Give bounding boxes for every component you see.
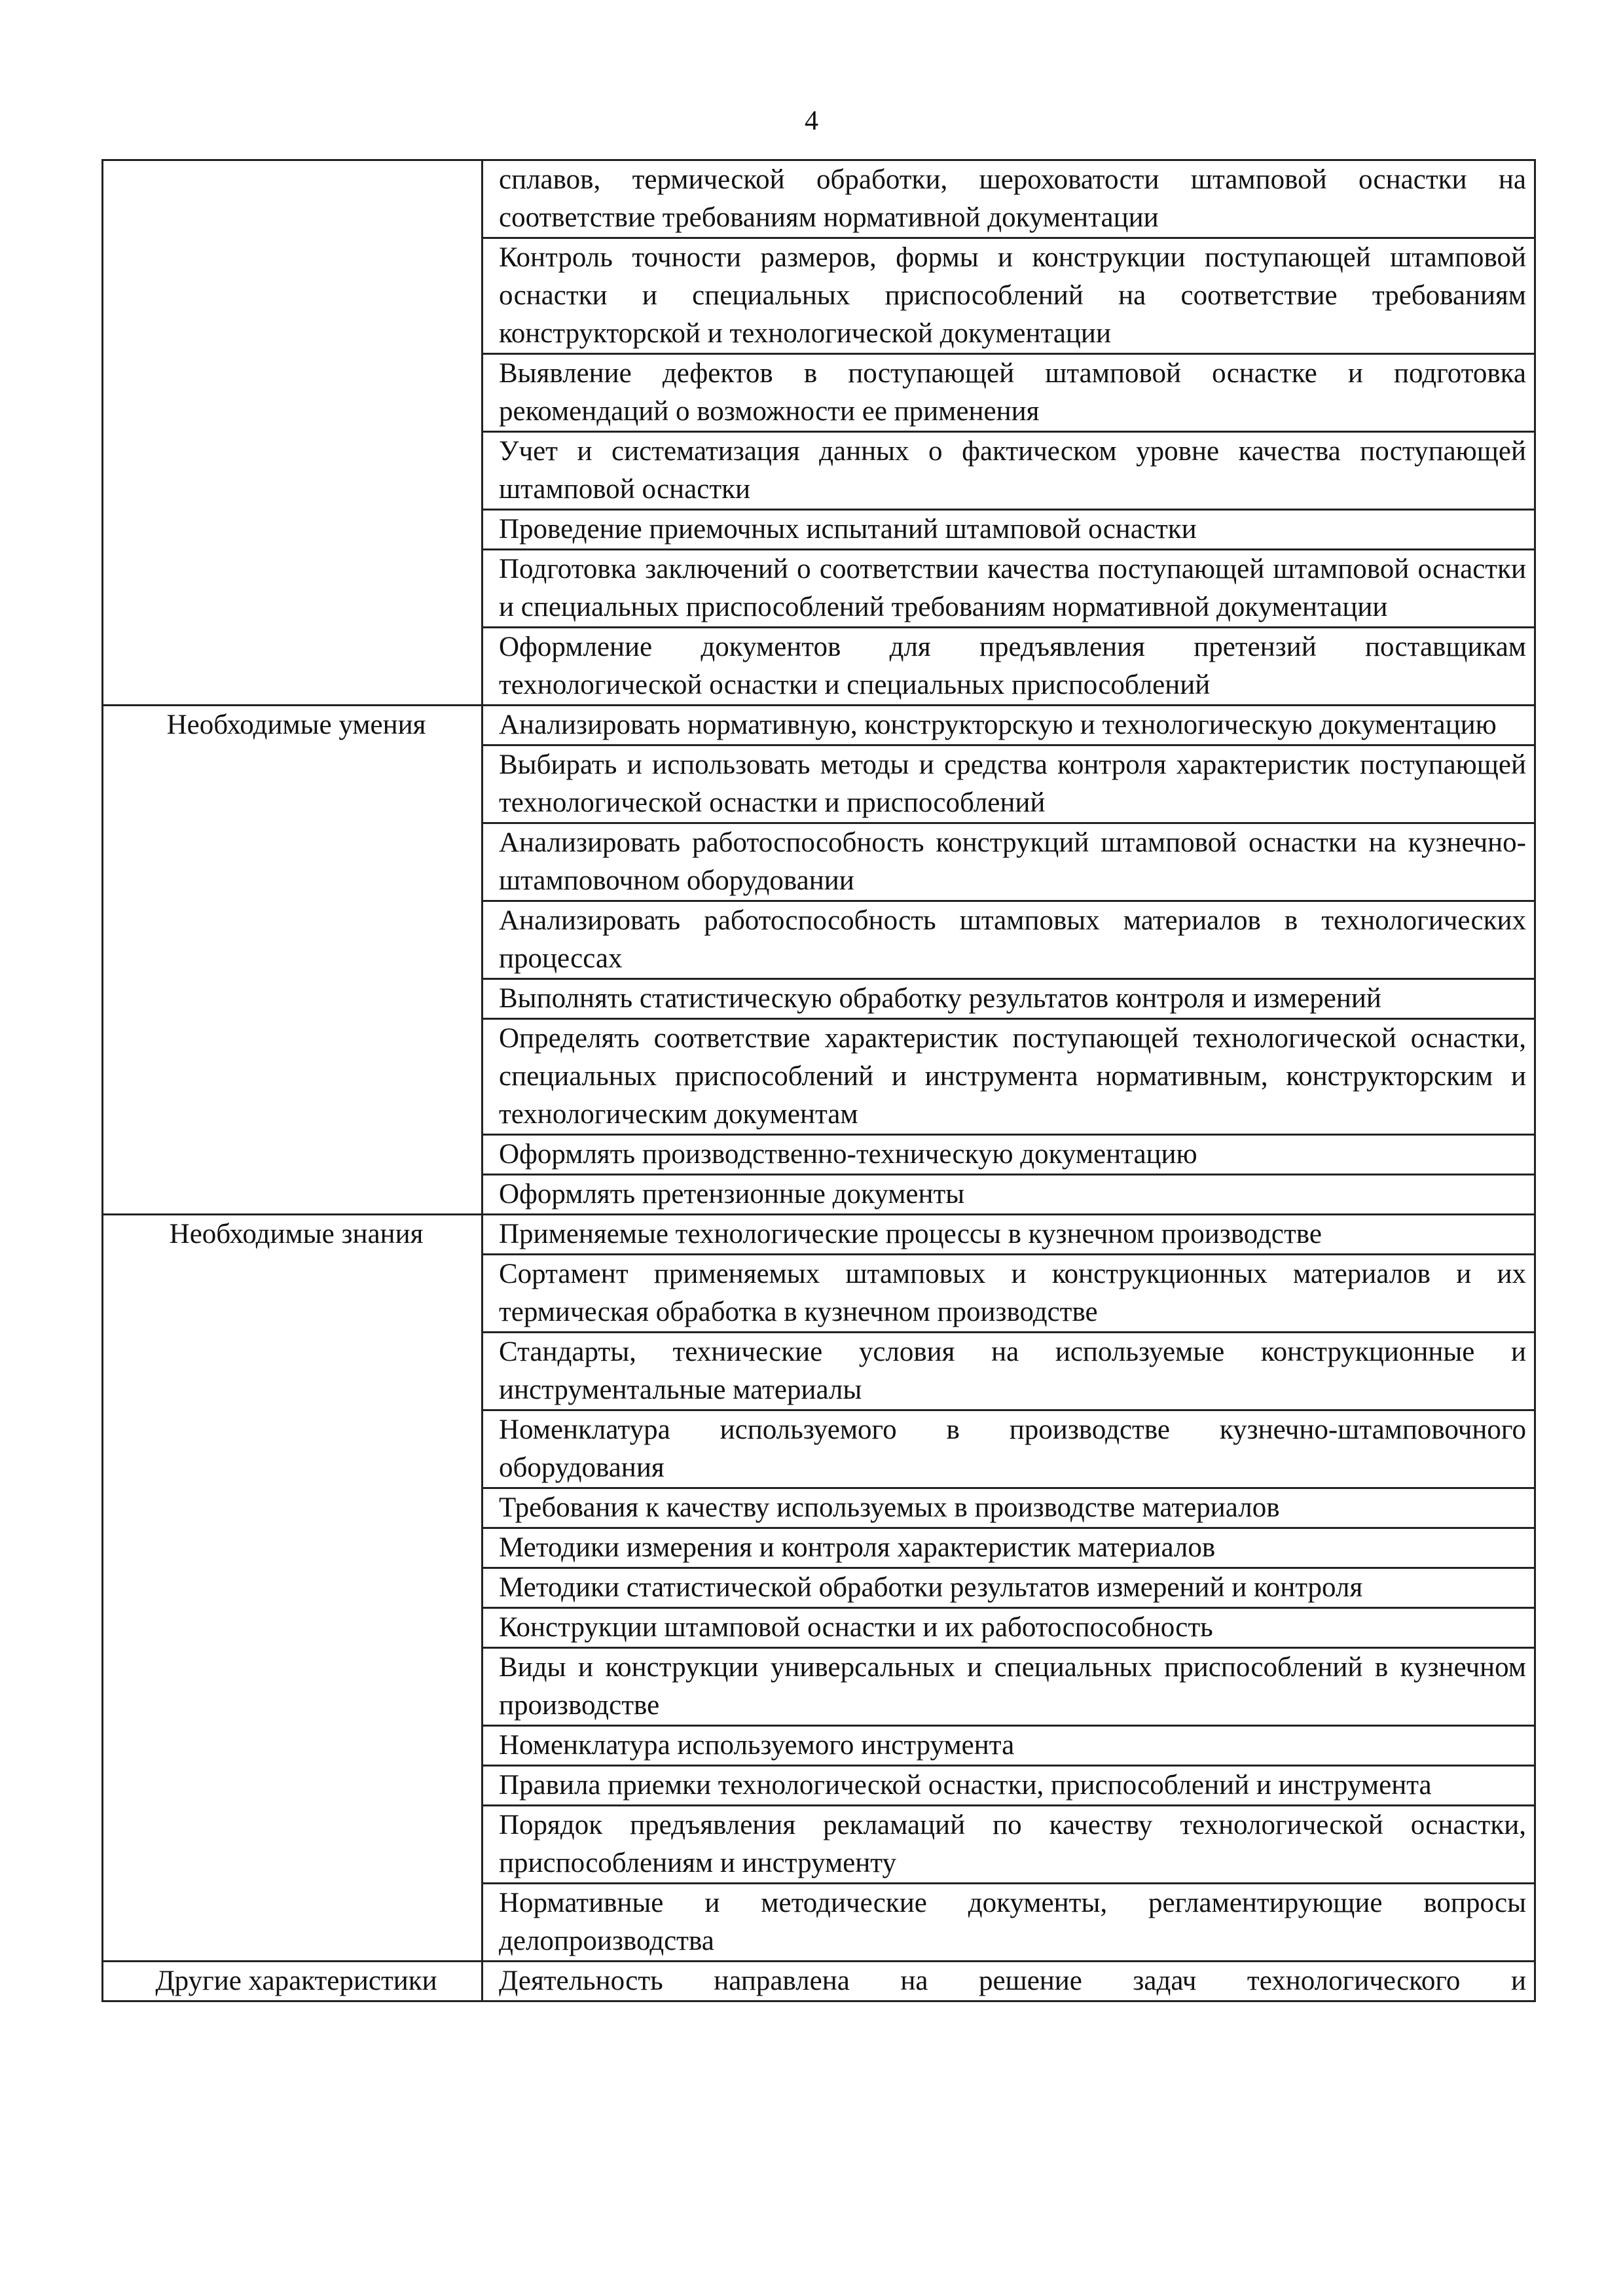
table-row [103, 706, 1535, 745]
skill-cell: Оформлять производственно-техническую документацию [483, 1135, 1535, 1175]
knowledge-cell: Стандарты, технические условия на используемые конструкционные и инструментальные материалы [483, 1333, 1535, 1410]
label-cell-empty [103, 160, 483, 706]
other-characteristics-label: Другие характеристики [103, 1962, 483, 2001]
labor-action-cell: Подготовка заключений о соответствии качества поступающей штамповой оснастки и специальных приспособлений требованиям нормативной документации [483, 550, 1535, 628]
knowledge-cell: Методики статистической обработки результатов измерений и контроля [483, 1568, 1535, 1608]
knowledge-cell: Требования к качеству используемых в производстве материалов [483, 1488, 1535, 1528]
knowledge-cell: Номенклатура используемого инструмента [483, 1726, 1535, 1766]
table-row [103, 160, 1535, 238]
knowledge-label: Необходимые знания [103, 1215, 483, 1962]
knowledge-cell: Конструкции штамповой оснастки и их работоспособность [483, 1608, 1535, 1648]
knowledge-cell: Методики измерения и контроля характеристик материалов [483, 1528, 1535, 1568]
skill-cell: Оформлять претензионные документы [483, 1175, 1535, 1215]
other-characteristics-cell: Деятельность направлена на решение задач технологического и [483, 1962, 1535, 2001]
table-row [103, 1215, 1535, 1255]
skills-label: Необходимые умения [103, 706, 483, 1215]
skill-cell: Анализировать работоспособность штамповых материалов в технологических процессах [483, 901, 1535, 979]
knowledge-cell: Номенклатура используемого в производстве кузнечно-штамповочного оборудования [483, 1410, 1535, 1488]
page-number: 4 [805, 106, 818, 136]
skill-cell: Анализировать работоспособность конструкций штамповой оснастки на кузнечно-штамповочном оборудовании [483, 823, 1535, 901]
knowledge-cell: Нормативные и методические документы, регламентирующие вопросы делопроизводства [483, 1884, 1535, 1962]
skill-cell: Определять соответствие характеристик поступающей технологической оснастки, специальных приспособлений и инструмента нормативным, конструкторским и технологическим документам [483, 1019, 1535, 1135]
skill-cell: Выполнять статистическую обработку результатов контроля и измерений [483, 979, 1535, 1019]
knowledge-cell: Порядок предъявления рекламаций по качеству технологической оснастки, приспособлениям и инструменту [483, 1806, 1535, 1884]
knowledge-cell: Виды и конструкции универсальных и специальных приспособлений в кузнечном производстве [483, 1648, 1535, 1726]
labor-action-cell: Учет и систематизация данных о фактическом уровне качества поступающей штамповой оснастки [483, 432, 1535, 510]
knowledge-cell: Применяемые технологические процессы в кузнечном производстве [483, 1215, 1535, 1255]
knowledge-cell: Правила приемки технологической оснастки, приспособлений и инструмента [483, 1766, 1535, 1806]
skill-cell: Выбирать и использовать методы и средства контроля характеристик поступающей технологической оснастки и приспособлений [483, 745, 1535, 823]
table-row [103, 1962, 1535, 2001]
labor-action-cell: Проведение приемочных испытаний штамповой оснастки [483, 510, 1535, 550]
labor-action-cell: Оформление документов для предъявления претензий поставщикам технологической оснастки и специальных приспособлений [483, 628, 1535, 706]
requirements-table [101, 159, 1536, 2002]
skill-cell: Анализировать нормативную, конструкторскую и технологическую документацию [483, 706, 1535, 745]
labor-action-cell: Контроль точности размеров, формы и конструкции поступающей штамповой оснастки и специальных приспособлений на соответствие требованиям конструкторской и технологической документации [483, 238, 1535, 354]
knowledge-cell: Сортамент применяемых штамповых и конструкционных материалов и их термическая обработка в кузнечном производстве [483, 1255, 1535, 1333]
labor-action-cell: сплавов, термической обработки, шероховатости штамповой оснастки на соответствие требованиям нормативной документации [483, 160, 1535, 238]
labor-action-cell: Выявление дефектов в поступающей штамповой оснастке и подготовка рекомендаций о возможности ее применения [483, 354, 1535, 432]
